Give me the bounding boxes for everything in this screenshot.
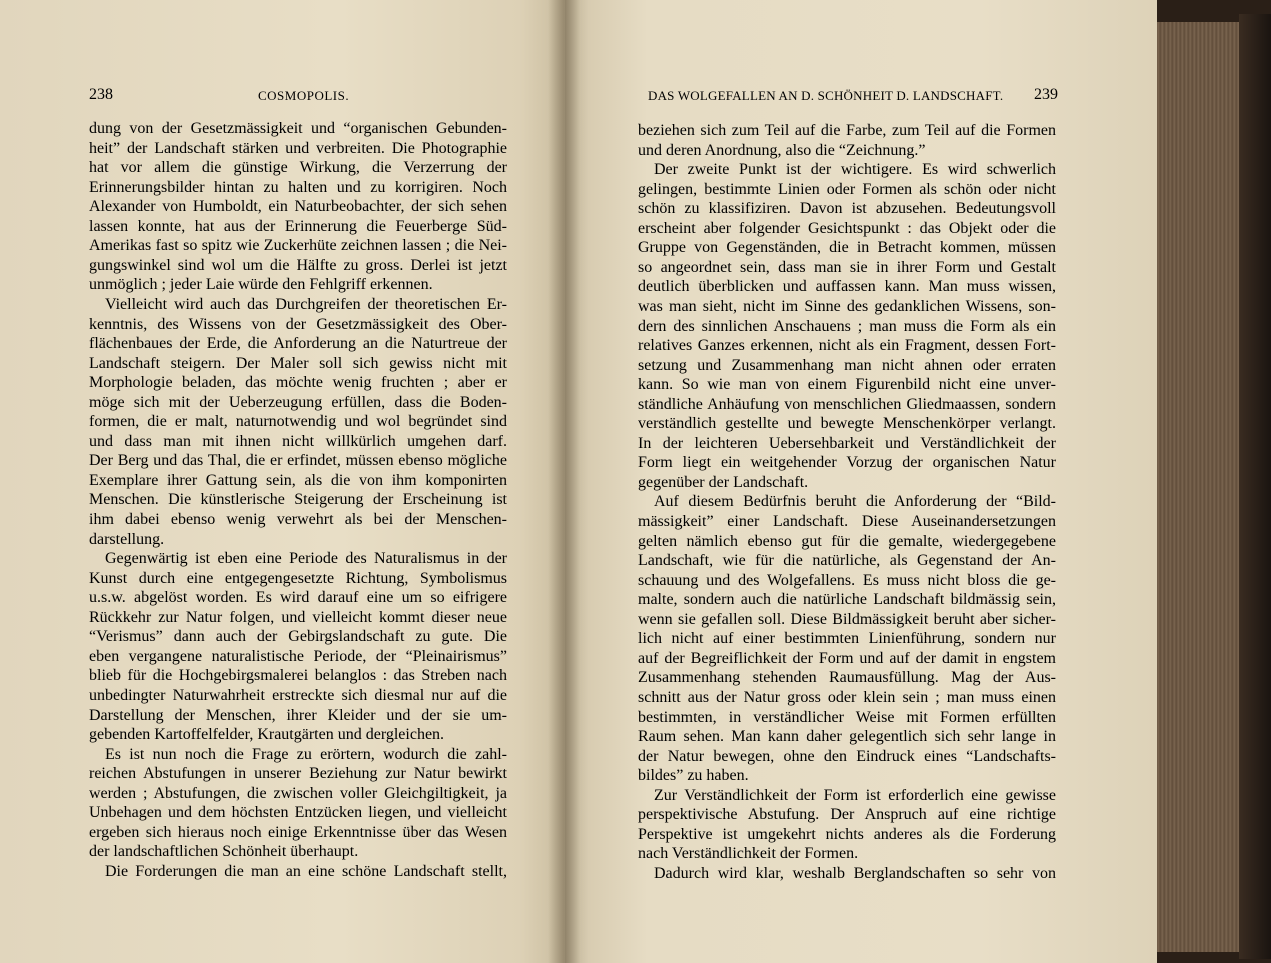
text-line: wenn sie gefallen soll. Diese Bildmässigkeit beruht aber sicher- <box>638 610 1056 628</box>
text-line: Die Forderungen die man an eine schöne Landschaft stellt, <box>105 862 507 880</box>
text-line: unmöglich ; jeder Laie würde den Fehlgriff erkennen. <box>89 276 433 294</box>
text-line: deutlich überblicken und auffassen kann. Man muss wissen, <box>638 278 1056 296</box>
text-line: Menschen. Die künstlerische Steigerung der Erscheinung ist <box>89 491 507 509</box>
text-line: u.s.w. abgelöst worden. Es wird darauf eine um so eifrigere <box>89 589 507 607</box>
text-line: Der zweite Punkt ist der wichtigere. Es wird schwerlich <box>654 161 1056 179</box>
text-line: verständlich gestellte und bewegte Menschenkörper verlangt. <box>638 415 1056 433</box>
text-line: gegenüber der Landschaft. <box>638 473 809 491</box>
text-line: Unbehagen und dem höchsten Entzücken liegen, und vielleicht <box>89 804 507 822</box>
text-line: dern des sinnlichen Anschauens ; man muss die Form als ein <box>638 317 1056 335</box>
text-line: Landschaft steigern. Der Maler soll sich gewiss nicht mit <box>89 354 507 372</box>
text-line: hat vor allem die günstige Wirkung, die Verzerrung der <box>89 159 507 177</box>
text-line: Amerikas fast so spitz wie Zuckerhüte zeichnen lassen ; die Nei- <box>89 237 507 255</box>
text-line: In der leichteren Uebersehbarkeit und Verständlichkeit der <box>638 434 1056 452</box>
right-running-head: DAS WOLGEFALLEN AN D. SCHÖNHEIT D. LANDSCHAFT. <box>648 88 1004 103</box>
text-line: Zusammenhang stehenden Raumausfüllung. Mag der Aus- <box>638 669 1056 687</box>
text-line: ihm dabei ebenso wenig verwehrt als bei der Menschen- <box>89 511 507 528</box>
text-line: lich nicht auf einer bestimmten Linienführung, sondern nur <box>638 630 1056 648</box>
text-line: Alexander von Humboldt, ein Naturbeobachter, der sich sehen <box>89 198 507 216</box>
text-line: Zur Verständlichkeit der Form ist erforderlich eine gewisse <box>654 786 1056 804</box>
left-running-head: COSMOPOLIS. <box>258 88 350 103</box>
text-line: schauung und des Wolgefallens. Es muss nicht bloss die ge- <box>638 571 1056 589</box>
page-edges <box>1157 22 1239 952</box>
text-line: Kunst durch eine entgegengesetzte Richtung, Symbolismus <box>89 569 507 587</box>
text-line: relatives Ganzes erkennen, nicht als ein Fragment, dessen Fort- <box>638 337 1056 355</box>
text-line: schön zu klassifiziren. Davon ist abzusehen. Bedeutungsvoll <box>638 200 1056 218</box>
text-line: so angeordnet sein, dass man sie in ihrer Form und Gestalt <box>638 258 1056 276</box>
text-line: Landschaft, wie für die natürliche, als Gegenstand der An- <box>638 552 1056 570</box>
text-line: mässigkeit” einer Landschaft. Diese Auseinandersetzungen <box>638 513 1056 530</box>
text-line: Auf diesem Bedürfnis beruht die Anforderung der “Bild- <box>654 493 1056 511</box>
text-line: dung von der Gesetzmässigkeit und “organischen Gebunden- <box>89 120 507 137</box>
left-page-number: 238 <box>89 86 113 103</box>
text-line: auf der Begreiflichkeit der Form und auf der damit in engstem <box>638 649 1056 667</box>
text-line: beziehen sich zum Teil auf die Farbe, zum Teil auf die Formen <box>638 122 1056 139</box>
text-line: Form liegt ein weitgehender Vorzug der organischen Natur <box>638 454 1056 472</box>
text-line: Gruppe von Gegenständen, die in Betracht kommen, müssen <box>638 239 1056 257</box>
text-line: ergeben sich hieraus noch einige Erkenntnisse über das Wesen <box>89 823 507 841</box>
text-line: bestimmten, in verständlicher Weise mit Formen erfüllten <box>638 708 1056 726</box>
text-line: “Verismus” dann auch der Gebirgslandschaft zu gute. Die <box>89 628 507 646</box>
text-line: Raum sehen. Man kann daher gelegentlich sich sehr lange in <box>638 728 1056 746</box>
book-cover-edge <box>1239 14 1271 959</box>
text-line: reichen Abstufungen in unserer Beziehung zur Natur bewirkt <box>89 765 507 783</box>
text-line: Erinnerungsbilder hintan zu halten und zu korrigiren. Noch <box>89 178 507 196</box>
text-line: nach Verständlichkeit der Formen. <box>638 845 859 863</box>
text-line: erscheint aber folgender Gesichtspunkt : das Objekt oder die <box>638 219 1056 237</box>
text-line: und deren Anordnung, also die “Zeichnung.” <box>638 141 926 159</box>
text-line: gebenden Kartoffelfelder, Krautgärten und dergleichen. <box>89 726 445 744</box>
text-line: der landschaftlichen Schönheit überhaupt. <box>89 843 359 861</box>
text-line: bildes” zu haben. <box>638 767 749 785</box>
text-line: Exemplare ihrer Gattung sein, als die von ihm komponirten <box>89 471 507 489</box>
text-line: darstellung. <box>89 530 165 548</box>
text-line: setzung und Zusammenhang man nicht ahnen oder erraten <box>638 356 1056 374</box>
book-gutter <box>548 0 580 963</box>
text-line: und dass man mit ihnen nicht willkürlich umgehen darf. <box>89 432 507 450</box>
text-line: eben vergangene naturalistische Periode, der “Pleinairismus” <box>89 647 507 665</box>
text-line: gungswinkel sind wol um die Hälfte zu gross. Derlei ist jetzt <box>89 256 507 274</box>
text-line: Es ist nun noch die Frage zu erörtern, wodurch die zahl- <box>105 745 507 763</box>
text-line: lassen konnte, hat aus der Erinnerung die Feuerberge Süd- <box>89 217 507 235</box>
text-line: kenntnis, des Wissens von der Gesetzmässigkeit des Ober- <box>89 315 507 333</box>
text-line: Darstellung der Menschen, ihrer Kleider und der sie um- <box>89 706 507 724</box>
text-line: Dadurch wird klar, weshalb Berglandschaften so sehr von <box>654 864 1056 882</box>
text-line: kann. So wie man von einem Figurenbild nicht eine unver- <box>638 376 1056 394</box>
text-line: gelten nämlich ebenso gut für die gemalte, wiedergegebene <box>638 532 1056 550</box>
text-line: Perspektive ist umgekehrt nichts anderes als die Forderung <box>638 825 1056 843</box>
text-line: blieb für die Hochgebirgsmalerei belanglos : das Streben nach <box>89 667 507 685</box>
text-line: heit” der Landschaft stärken und verbreiten. Die Photographie <box>89 139 507 157</box>
text-line: möge sich mit der Ueberzeugung erfüllen, dass die Boden- <box>89 393 507 411</box>
text-line: Vielleicht wird auch das Durchgreifen der theoretischen Er- <box>105 295 507 313</box>
text-line: ständliche Anhäufung von menschlichen Gliedmaassen, sondern <box>638 395 1056 413</box>
text-line: der Natur bewegen, ohne den Eindruck eines “Landschafts- <box>638 747 1056 765</box>
text-line: Rückkehr zur Natur folgen, und vielleicht kommt dieser neue <box>89 608 507 626</box>
text-line: Gegenwärtig ist eben eine Periode des Naturalismus in der <box>105 550 507 568</box>
text-line: gelingen, bestimmte Linien oder Formen als schön oder nicht <box>638 180 1056 198</box>
text-line: flächenbaues der Erde, die Anforderung an die Naturtreue der <box>89 335 507 353</box>
text-line: unbedingter Naturwahrheit erstreckte sich diesmal nur auf die <box>89 686 507 704</box>
text-line: formen, die er malt, naturnotwendig und wol begründet sind <box>89 413 507 431</box>
right-page-number: 239 <box>1034 86 1058 103</box>
text-line: Der Berg und das Thal, die er erfindet, müssen ebenso mögliche <box>89 452 507 470</box>
text-line: was man sieht, nicht im Sinne des gedanklichen Wissens, son- <box>638 297 1056 315</box>
text-line: Morphologie beladen, das möchte wenig fruchten ; aber er <box>89 374 507 392</box>
text-line: werden ; Abstufungen, die zwischen voller Gleichgiltigkeit, ja <box>89 784 507 802</box>
text-line: schnitt aus der Natur gross oder klein sein ; man muss einen <box>638 688 1056 706</box>
text-line: malte, sondern auch die natürliche Landschaft bildmässig sein, <box>638 591 1056 609</box>
text-line: perspektivische Abstufung. Der Anspruch auf eine richtige <box>638 806 1056 824</box>
